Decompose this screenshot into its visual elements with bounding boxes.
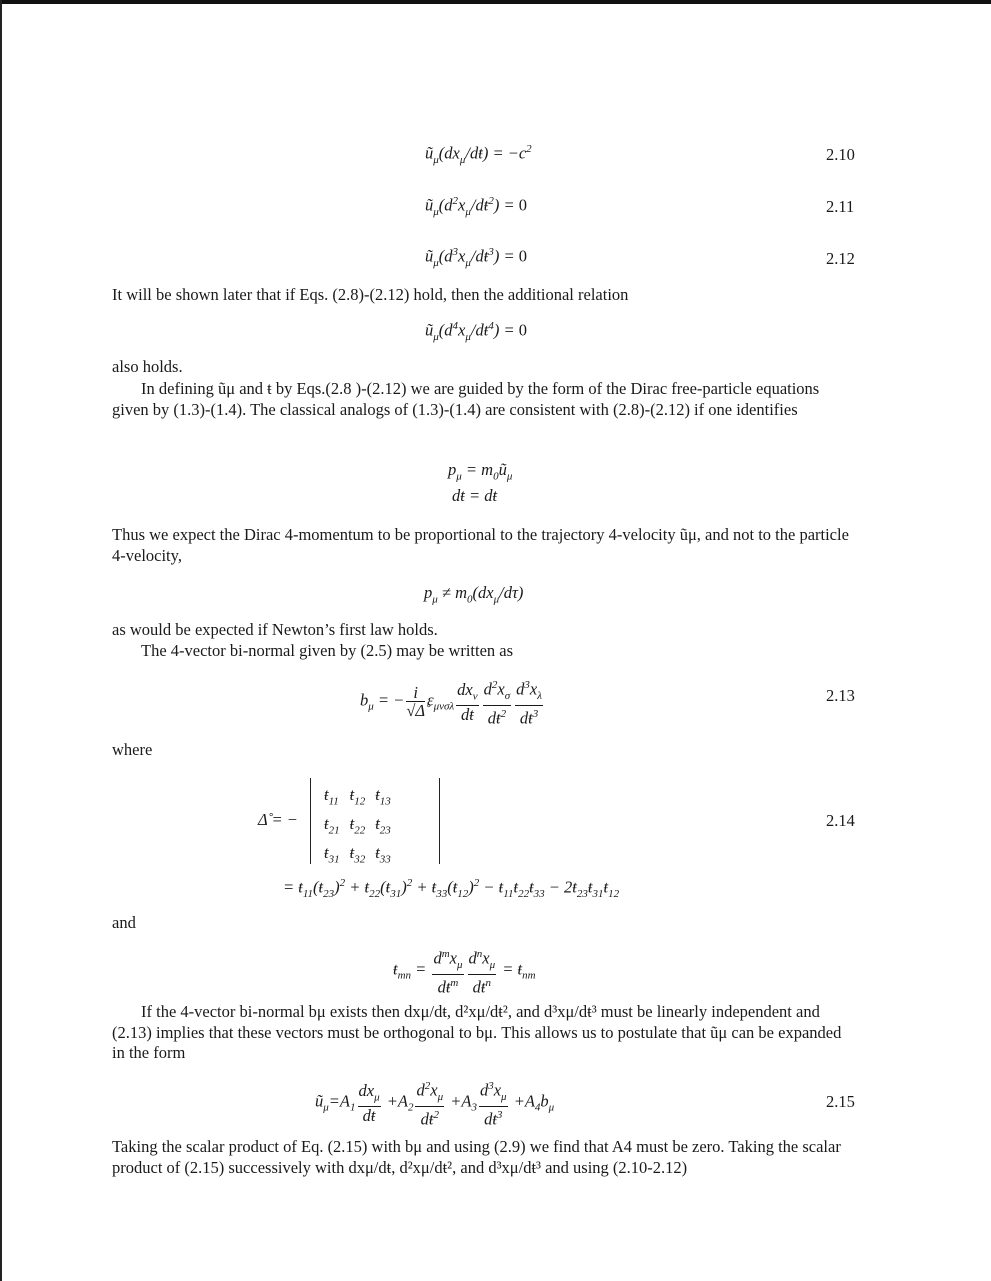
equation-2-11: $ũ_\mu(d^2x_\mu/dŧ^2) = 0$ (425, 195, 527, 218)
equation-number-2-11: 2.11 (826, 197, 855, 216)
equation-number-2-15: 2.15 (826, 1092, 855, 1111)
equation-not-equal: $p_\mu \ne m_0(dx_\mu/d\tau)$ (424, 583, 524, 606)
paragraph-binormal: The 4-vector bi-normal given by (2.5) may be written as (141, 641, 514, 660)
determinant-matrix: $ŧ_{11}$ $ŧ_{12}$ $ŧ_{13}$ $ŧ_{21}$ $ŧ_{22}$ $ŧ_{23}$ $ŧ_{31}$ $ŧ_{32}$ $ŧ_{33}$ (310, 778, 440, 864)
equation-2-12: $ũ_\mu(d^3x_\mu/dŧ^3) = 0$ (425, 246, 527, 269)
equation-t-mn: $ŧ_{mn}$ = $\frac{d^mx_\mu}{dŧ^m}$ $\frac{d^nx_\mu}{dŧ^n}$ = $ŧ_{nm}$ (393, 948, 536, 997)
equation-additional: $ũ_\mu(d^4x_\mu/dŧ^4) = 0$ (425, 320, 527, 343)
paragraph-additional-relation: It will be shown later that if Eqs. (2.8)-(2.12) hold, then the additional relation (112, 285, 629, 304)
equation-time-identity: dŧ = dŧ (452, 486, 498, 505)
equation-number-2-10: 2.10 (826, 145, 855, 164)
equation-number-2-12: 2.12 (826, 249, 855, 268)
equation-number-2-14: 2.14 (826, 811, 855, 830)
equation-2-15: $ũ_\mu=A_1$ $\frac{dx_\mu}{dŧ}$ $+A_2$ $\frac{d^2x_\mu}{dŧ^2}$ $+A_3$ $\frac{d^3x_\mu}{dŧ^3}$ $+A_4b_\mu$ (315, 1080, 555, 1129)
equation-2-13: $b_\mu$ = − $\frac{i}{√\Deltå}$ $\varepsilon_{\mu\nu\sigma\lambda}$ $\frac{dx_\nu}{dŧ}$ $\frac{d^2x_\sigma}{dŧ^2}$ $\frac{d^3x_\lambda}{dŧ^3}$ (360, 679, 542, 728)
paragraph-independent: If the 4-vector bi-normal bμ exists then dxμ/dŧ, d²xμ/dŧ², and d³xμ/dŧ³ must be linearly independent and (2.13) implies that these vectors must be orthogonal to bμ. This allows us to postulate that ũμ can be expanded in the form (112, 1002, 842, 1062)
equation-2-14-lhs: Δ̊ = − (258, 810, 298, 829)
paragraph-also-holds: also holds. (112, 357, 183, 376)
equation-momentum: $p_\mu$ = $m_0ũ_\mu$ (448, 460, 513, 483)
paragraph-newton: as would be expected if Newton’s first law holds. (112, 620, 438, 639)
equation-2-14-expanded: = $ŧ_{11}(ŧ_{23})^2$ + $ŧ_{22}(ŧ_{31})^2$ + $ŧ_{33}(ŧ_{12})^2$ − $ŧ_{11}ŧ_{22}ŧ_{33}$ − $2ŧ_{23}ŧ_{31}ŧ_{12}$ (283, 877, 620, 900)
paragraph-dirac-momentum: Thus we expect the Dirac 4-momentum to be proportional to the trajectory 4-velocity ũμ, and not to the particle 4-velocity, (112, 525, 849, 565)
equation-number-2-13: 2.13 (826, 686, 855, 705)
paragraph-and: and (112, 913, 136, 932)
paragraph-where: where (112, 740, 153, 759)
scan-left-border (0, 0, 2, 1281)
equation-2-10: $ũ_\mu(dx_\mu/dŧ) = -c^2$ (425, 143, 532, 166)
paragraph-defining: In defining ũμ and ŧ by Eqs.(2.8 )-(2.12) we are guided by the form of the Dirac free-particle equations given by (1.3)-(1.4). The classical analogs of (1.3)-(1.4) are consistent with (2.8)-(2.12) if one identifies (112, 379, 820, 419)
scan-top-border (0, 0, 991, 4)
paragraph-scalar-product: Taking the scalar product of Eq. (2.15) with bμ and using (2.9) we find that A4 must be zero. Taking the scalar product of (2.15) successively with dxμ/dŧ, d²xμ/dŧ², and d³xμ/dŧ³ and using (2.10-2.12) (112, 1137, 841, 1177)
